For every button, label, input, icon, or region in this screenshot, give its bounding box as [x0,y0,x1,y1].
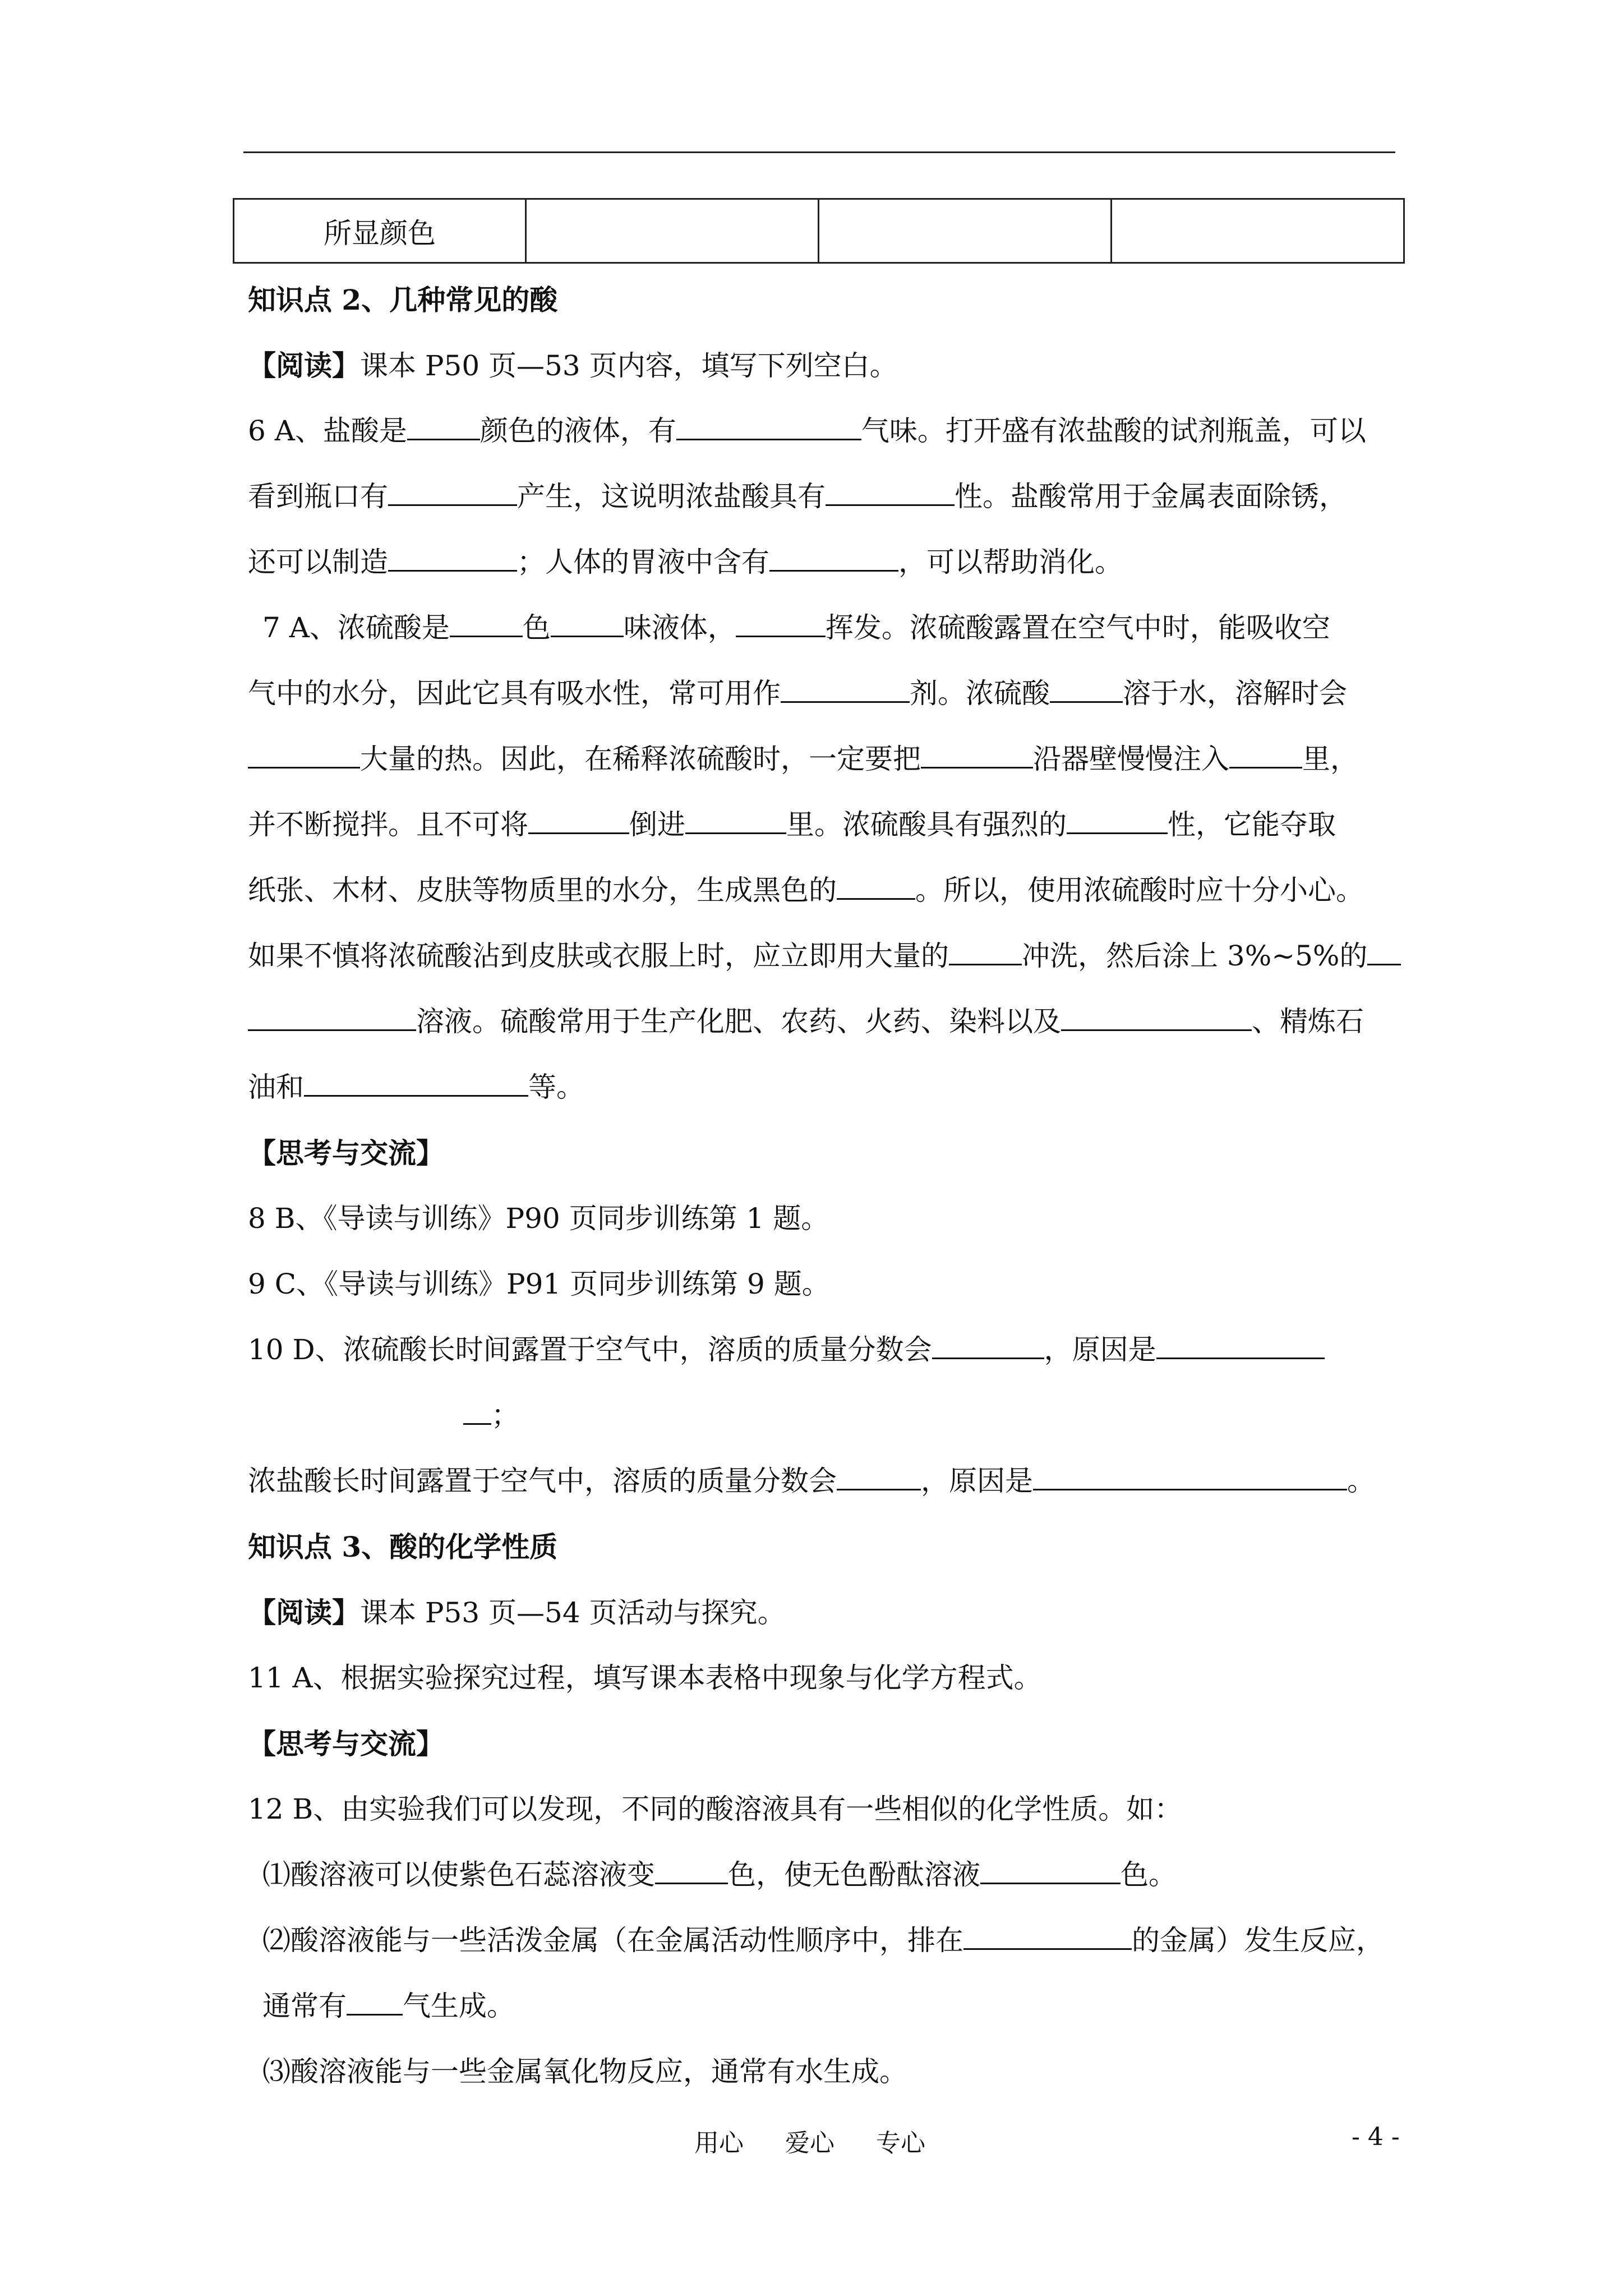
question-10-line-1: 10 D、浓硫酸长时间露置于空气中，溶质的质量分数会 ，原因是 [248,1317,1398,1383]
answer-blank[interactable] [949,938,1022,965]
color-table [233,198,1405,264]
reading-instruction: 【阅读】课本 P50 页—53 页内容，填写下列空白。 [248,349,898,382]
answer-blank[interactable] [347,1989,403,2016]
question-12-point-2: ⑵酸溶液能与一些活泼金属（在金属活动性顺序中，排在 的金属）发生反应， [262,1924,1384,1957]
table-row [234,199,1404,263]
question-6-line-3: 还可以制造 ；人体的胃液中含有 ，可以帮助消化。 [248,546,1123,578]
footer-motto-item: 专心 [876,2129,925,2157]
answer-blank[interactable] [676,413,861,440]
question-6-line-1: 6 A、盐酸是 颜色的液体，有 气味。打开盛有浓盐酸的试剂瓶盖，可以 [248,415,1366,447]
footer-motto-item: 用心 [694,2129,744,2157]
answer-blank[interactable] [304,1070,528,1097]
table-cell [1112,199,1404,263]
question-10-line-2: ； [248,1383,1398,1448]
question-6-line-2: 看到瓶口有 产生，这说明浓盐酸具有 性。盐酸常用于金属表面除锈， [248,480,1347,513]
question-11: 11 A、根据实验探究过程，填写课本表格中现象与化学方程式。 [248,1662,1042,1694]
section-heading: 知识点 3、酸的化学性质 [248,1530,558,1563]
answer-blank[interactable] [736,610,826,637]
answer-blank[interactable] [463,1398,491,1425]
answer-blank[interactable] [781,676,910,703]
question-7-line-5: 纸张、木材、皮肤等物质里的水分，生成黑色的 。所以，使用浓硫酸时应十分小心。 [248,874,1364,907]
header-rule [243,151,1395,153]
answer-blank[interactable] [551,610,624,637]
answer-blank[interactable] [921,742,1033,769]
answer-blank[interactable] [685,807,786,834]
answer-blank[interactable] [450,610,523,637]
think-exchange-heading: 【思考与交流】 [248,1727,444,1760]
question-7-line-8: 油和 等。 [248,1071,584,1103]
answer-blank[interactable] [1050,676,1123,703]
answer-blank[interactable] [407,413,480,440]
answer-blank[interactable] [655,1857,728,1884]
question-7-line-4: 并不断搅拌。且不可将 倒进 里。浓硫酸具有强烈的 性，它能夺取 [248,808,1336,841]
answer-blank[interactable] [826,479,955,506]
question-12-point-2-cont: 通常有 气生成。 [262,1990,515,2022]
question-10-line-3: 浓盐酸长时间露置于空气中，溶质的质量分数会 ，原因是 。 [248,1465,1375,1497]
answer-blank[interactable] [528,807,629,834]
answer-blank[interactable] [1061,1004,1252,1031]
think-exchange-heading: 【思考与交流】 [248,1137,444,1170]
table-cell [526,199,819,263]
table-cell [819,199,1112,263]
worksheet-content [248,267,1398,2105]
question-7-line-2: 气中的水分，因此它具有吸水性，常可用作 剂。浓硫酸 溶于水，溶解时会 [248,677,1347,710]
question-7-line-6: 如果不慎将浓硫酸沾到皮肤或衣服上时，应立即用大量的 冲洗，然后涂上 3%~5%的 [248,923,1398,989]
footer-motto [694,2123,959,2159]
question-8: 8 B、《导读与训练》P90 页同步训练第 1 题。 [248,1202,829,1235]
answer-blank[interactable] [1067,807,1168,834]
answer-blank[interactable] [1033,1464,1347,1490]
answer-blank[interactable] [248,1004,416,1031]
table-row-label: 所显颜色 [234,199,526,263]
footer-motto-item: 爱心 [785,2129,834,2157]
answer-blank[interactable] [388,545,517,572]
question-12-point-1: ⑴酸溶液可以使紫色石蕊溶液变 色，使无色酚酞溶液 色。 [262,1858,1177,1891]
answer-blank[interactable] [963,1923,1132,1950]
answer-blank[interactable] [837,1464,921,1490]
answer-blank[interactable] [837,873,915,900]
page-number: - 4 - [1352,2123,1400,2151]
answer-blank[interactable] [769,545,898,572]
answer-blank[interactable] [248,742,360,769]
answer-blank[interactable] [1367,938,1401,965]
question-7-line-1: 7 A、浓硫酸是 色 味液体， 挥发。浓硫酸露置在空气中时，能吸收空 [262,611,1330,644]
answer-blank[interactable] [932,1332,1044,1359]
answer-blank[interactable] [388,479,517,506]
question-9: 9 C、《导读与训练》P91 页同步训练第 9 题。 [248,1268,830,1300]
question-12-point-3: ⑶酸溶液能与一些金属氧化物反应，通常有水生成。 [262,2055,907,2088]
question-7-line-3: 大量的热。因此，在稀释浓硫酸时，一定要把 沿器壁慢慢注入 里， [248,726,1398,792]
answer-blank[interactable] [1156,1332,1325,1359]
answer-blank[interactable] [980,1857,1121,1884]
reading-instruction: 【阅读】课本 P53 页—54 页活动与探究。 [248,1596,786,1629]
section-heading: 知识点 2、几种常见的酸 [248,283,558,316]
question-7-line-7: 溶液。硫酸常用于生产化肥、农药、火药、染料以及 、精炼石 [248,989,1398,1055]
answer-blank[interactable] [1229,742,1302,769]
page-footer [0,2123,1623,2162]
question-12-intro: 12 B、由实验我们可以发现，不同的酸溶液具有一些相似的化学性质。如： [248,1793,1183,1825]
